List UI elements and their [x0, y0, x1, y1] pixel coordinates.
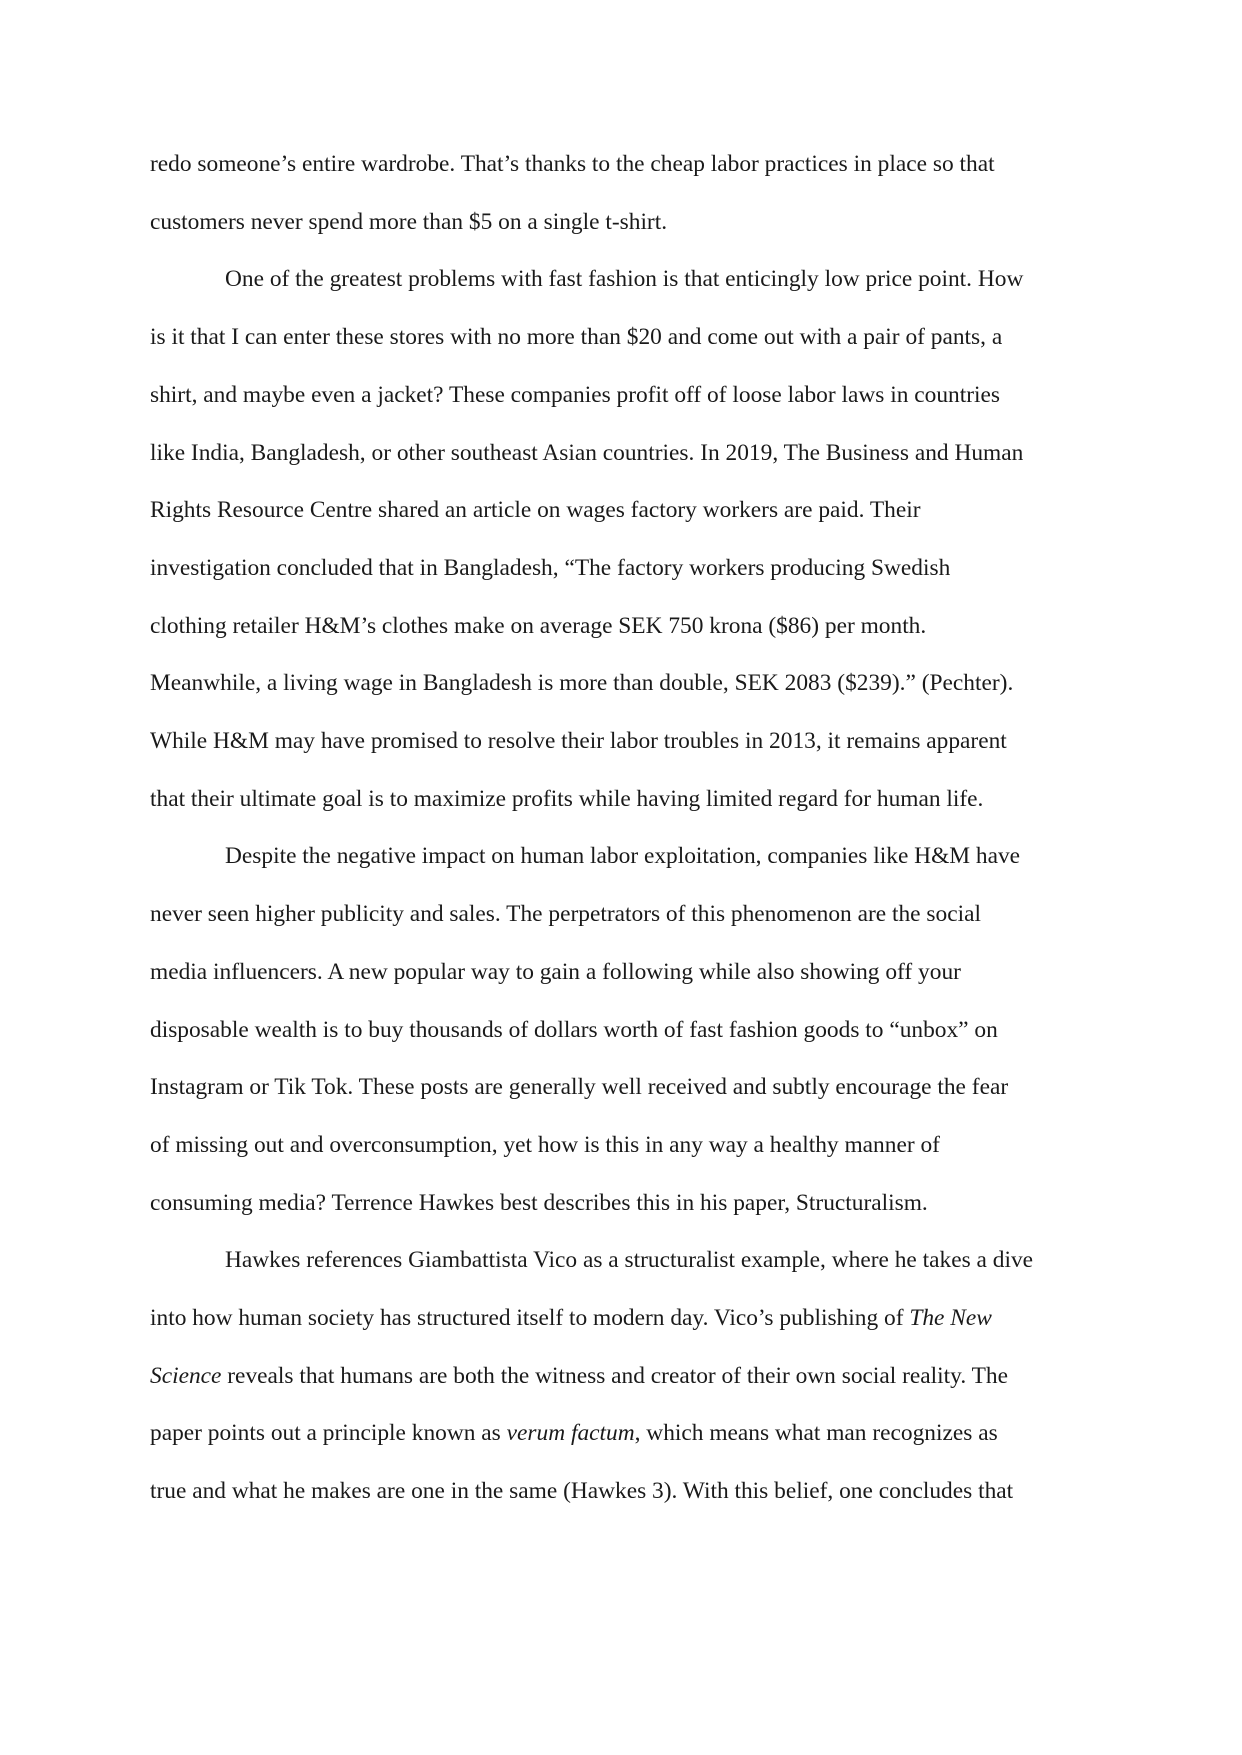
- text-segment: , which means what man recognizes as: [634, 1420, 998, 1447]
- text-segment: While H&M may have promised to resolve their labor troubles in 2013, it remains apparent: [150, 728, 1007, 755]
- text-segment: into how human society has structured itself to modern day. Vico’s publishing of: [150, 1305, 910, 1332]
- text-segment: Hawkes references Giambattista Vico as a structuralist example, where he takes a dive: [225, 1247, 1034, 1274]
- paragraph-first-line: [150, 828, 1095, 886]
- text-segment: Meanwhile, a living wage in Bangladesh is more than double, SEK 2083 ($239).” (Pechter).: [150, 670, 1014, 697]
- text-line: [150, 1405, 1095, 1463]
- text-segment: never seen higher publicity and sales. The perpetrators of this phenomenon are the social: [150, 901, 981, 928]
- italic-text: Science: [150, 1362, 222, 1389]
- text-line: [150, 482, 1095, 540]
- text-segment: clothing retailer H&M’s clothes make on average SEK 750 krona ($86) per month.: [150, 612, 927, 639]
- text-line: [150, 136, 1095, 194]
- text-line: [150, 713, 1095, 771]
- text-line: [150, 1463, 1095, 1521]
- text-line: [150, 1290, 1095, 1348]
- text-segment: paper points out a principle known as: [150, 1420, 507, 1447]
- text-line: [150, 309, 1095, 367]
- text-line: [150, 194, 1095, 252]
- text-segment: disposable wealth is to buy thousands of dollars worth of fast fashion goods to “unbox” on: [150, 1016, 998, 1043]
- text-segment: Instagram or Tik Tok. These posts are generally well received and subtly encourage the fear: [150, 1074, 1009, 1101]
- text-segment: reveals that humans are both the witness and creator of their own social reality. The: [221, 1362, 1008, 1389]
- text-line: [150, 367, 1095, 425]
- text-segment: media influencers. A new popular way to gain a following while also showing off your: [150, 958, 961, 985]
- text-line: [150, 886, 1095, 944]
- text-segment: customers never spend more than $5 on a single t-shirt.: [150, 208, 668, 235]
- text-segment: of missing out and overconsumption, yet how is this in any way a healthy manner of: [150, 1131, 940, 1158]
- text-segment: consuming media? Terrence Hawkes best describes this in his paper, Structuralism.: [150, 1189, 928, 1216]
- text-line: [150, 771, 1095, 829]
- text-line: [150, 1059, 1095, 1117]
- text-segment: shirt, and maybe even a jacket? These companies profit off of loose labor laws in countries: [150, 381, 1001, 408]
- text-line: [150, 1117, 1095, 1175]
- text-segment: true and what he makes are one in the same (Hawkes 3). With this belief, one concludes that: [150, 1478, 1014, 1505]
- text-segment: One of the greatest problems with fast fashion is that enticingly low price point. How: [225, 266, 1024, 293]
- text-segment: Rights Resource Centre shared an article on wages factory workers are paid. Their: [150, 497, 921, 524]
- italic-text: verum factum: [506, 1420, 635, 1447]
- text-segment: Despite the negative impact on human labor exploitation, companies like H&M have: [225, 843, 1021, 870]
- text-segment: like India, Bangladesh, or other southeast Asian countries. In 2019, The Business and Human: [150, 439, 1024, 466]
- text-line: [150, 1348, 1095, 1406]
- text-line: [150, 1175, 1095, 1233]
- body-text: [150, 136, 1095, 1521]
- paragraph-first-line: [150, 251, 1095, 309]
- text-line: [150, 598, 1095, 656]
- text-line: [150, 425, 1095, 483]
- text-segment: redo someone’s entire wardrobe. That’s thanks to the cheap labor practices in place so that: [150, 151, 995, 177]
- text-line: [150, 540, 1095, 598]
- text-line: [150, 944, 1095, 1002]
- text-segment: that their ultimate goal is to maximize profits while having limited regard for human life.: [150, 785, 984, 812]
- text-line: [150, 655, 1095, 713]
- paragraph-first-line: [150, 1232, 1095, 1290]
- text-segment: investigation concluded that in Bangladesh, “The factory workers producing Swedish: [150, 554, 951, 581]
- italic-text: The New: [909, 1305, 992, 1332]
- text-segment: is it that I can enter these stores with no more than $20 and come out with a pair of pants, a: [150, 324, 1003, 351]
- text-line: [150, 1002, 1095, 1060]
